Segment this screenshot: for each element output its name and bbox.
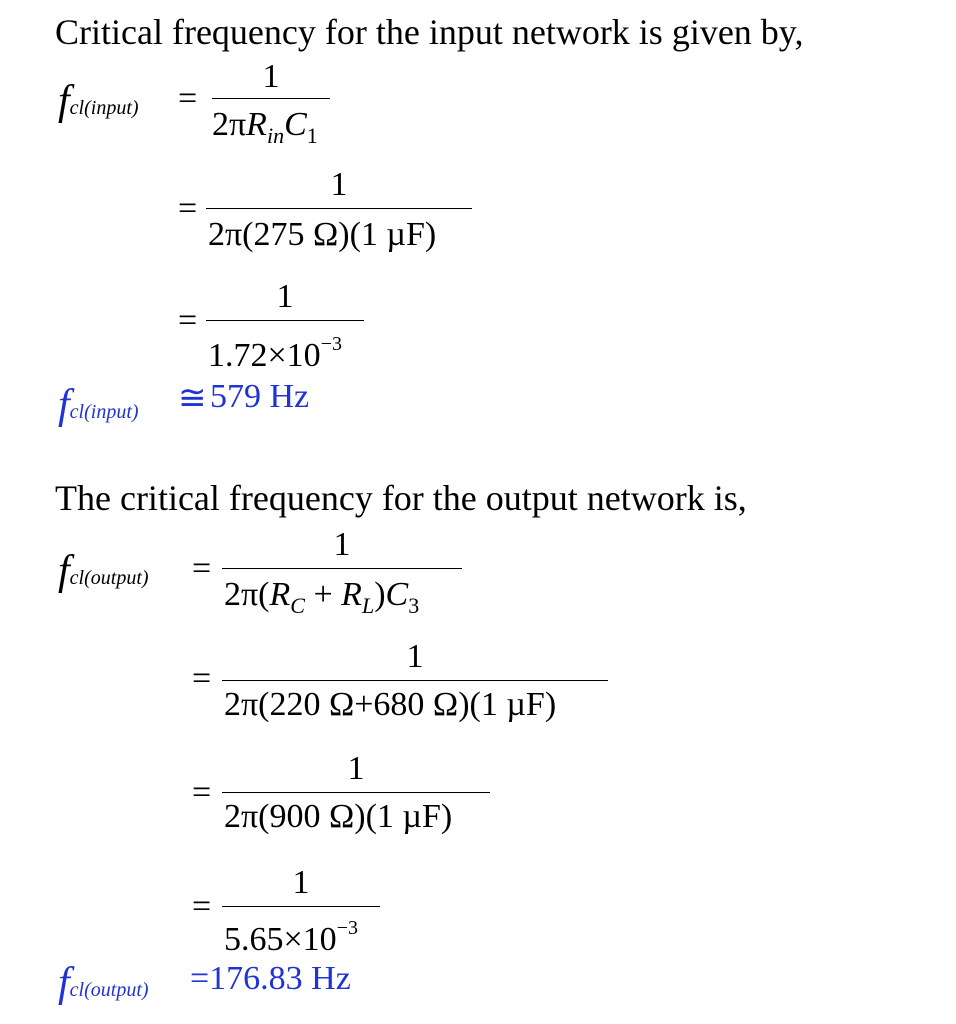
equals-sign: = xyxy=(178,190,198,227)
intro-text-input: Critical frequency for the input network is given by, xyxy=(55,12,804,52)
numerator: 1 xyxy=(292,864,310,901)
f-subscript: cl(input) xyxy=(69,401,139,423)
f-symbol: f xyxy=(58,382,70,428)
approx-sign: ≅ xyxy=(178,380,207,417)
fraction-bar xyxy=(222,906,380,907)
denominator-symbolic: $2\pi(R_C + R_L)C_3$ xyxy=(224,576,420,618)
f-subscript: cl(input) xyxy=(69,97,139,119)
equals-sign: = xyxy=(178,302,198,339)
f-input-result-label xyxy=(58,384,139,426)
f-output-result-label xyxy=(58,962,149,1004)
denominator-numeric: $5.65\times 10^{-3}$ xyxy=(224,917,358,958)
f-symbol: f xyxy=(58,78,70,124)
numerator: 1 xyxy=(406,638,424,675)
equals-sign: = xyxy=(192,550,212,587)
numerator: 1 xyxy=(347,750,365,787)
f-symbol: f xyxy=(58,548,70,594)
numerator: 1 xyxy=(262,58,280,95)
f-symbol: f xyxy=(58,960,70,1006)
fraction-bar xyxy=(222,680,608,681)
result-input: 579 Hz xyxy=(210,378,310,415)
fraction-bar xyxy=(206,208,472,209)
f-output-label xyxy=(58,550,149,592)
fraction-bar xyxy=(212,98,330,99)
f-subscript: cl(output) xyxy=(69,567,149,589)
equals-sign: = xyxy=(178,80,198,117)
intro-text-output: The critical frequency for the output network is, xyxy=(55,478,747,518)
numerator: 1 xyxy=(276,278,294,315)
equals-sign: = xyxy=(192,888,212,925)
numerator: 1 xyxy=(333,526,351,563)
f-input-label xyxy=(58,80,139,122)
denominator-values: 2π(275 Ω)(1 µF) xyxy=(208,216,437,253)
denominator-values: 2π(900 Ω)(1 µF) xyxy=(224,798,453,835)
f-subscript: cl(output) xyxy=(69,979,149,1001)
fraction-bar xyxy=(222,568,462,569)
denominator-symbolic: $2\pi R_{in}C_1$ xyxy=(212,106,318,148)
denominator-values: 2π(220 Ω+680 Ω)(1 µF) xyxy=(224,686,557,723)
result-output: =176.83 Hz xyxy=(190,960,351,997)
numerator: 1 xyxy=(330,166,348,203)
fraction-bar xyxy=(222,792,490,793)
equals-sign: = xyxy=(192,660,212,697)
equals-sign: = xyxy=(192,774,212,811)
fraction-bar xyxy=(206,320,364,321)
denominator-numeric: $1.72\times 10^{-3}$ xyxy=(208,333,342,374)
